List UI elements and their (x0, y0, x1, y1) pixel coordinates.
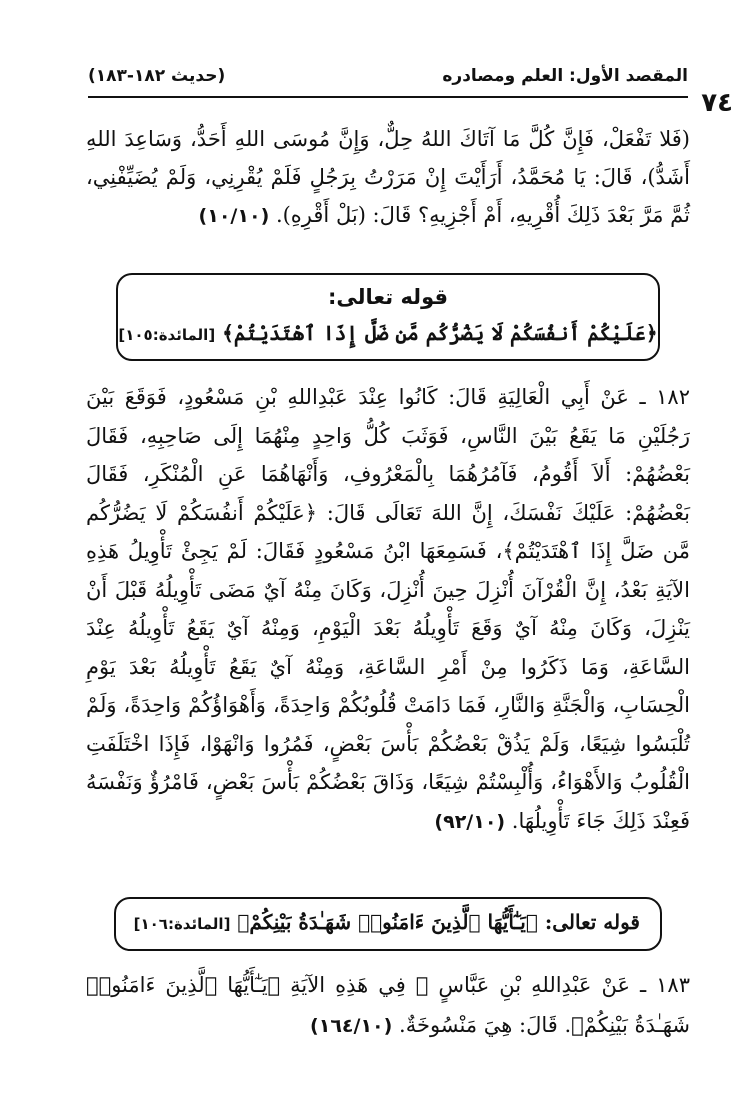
hadith-183 (86, 965, 690, 1046)
chapter-title: المقصد الأول: العلم ومصادره (442, 66, 688, 86)
verse-heading-verse (118, 321, 658, 345)
hadith-text: ١٨٣ ـ عَنْ عَبْدِاللهِ بْنِ عَبَّاسٍ ﷺ فِي هَذِهِ الآيَةِ ﴿يَـٰٓأَيُّهَا ٱلَّذِينَ ءَامَنُوا۟ شَهَـٰدَةُ بَيْنِكُمْ﴾. قَالَ: هِيَ مَنْسُوخَةٌ. (86, 973, 690, 1037)
verse-heading-box (116, 273, 660, 361)
verse-heading-title: قوله تعالى: (327, 285, 448, 309)
running-header (88, 66, 688, 94)
hadith-text: ١٨٢ ـ عَنْ أَبِي الْعَالِيَةِ قَالَ: كَانُوا عِنْدَ عَبْدِاللهِ بْنِ مَسْعُودٍ، فَوَقَعَ بَيْنَ رَجُلَيْنِ مَا يَقَعُ بَيْنَ النَّاسِ، فَوَثَبَ كُلُّ وَاحِدٍ مِنْهُمَا إِلَى صَاحِبِهِ، فَقَالَ بَعْضُهُمْ: أَلاَ أَقُومُ، فَآمُرُهُمَا بِالْمَعْرُوفِ، وَأَنْهَاهُمَا عَنِ الْمُنْكَرِ، فَقَالَ بَعْضُهُمْ: عَلَيْكَ نَفْسَكَ، إِنَّ اللهَ تَعَالَى قَالَ: ﴿عَلَيْكُمْ أَنفُسَكُمْ لَا يَضُرُّكُم مَّن ضَلَّ إِذَا ٱهْتَدَيْتُمْ﴾، فَسَمِعَهَا ابْنُ مَسْعُودٍ فَقَالَ: لَمْ يَجِئْ تَأْوِيلُ هَذِهِ الآيَةِ بَعْدُ، إِنَّ الْقُرْآنَ أُنْزِلَ حِينَ أُنْزِلَ، وَكَانَ مِنْهُ آيٌ مَضَى تَأْوِيلُهُ قَبْلَ أَنْ يَنْزِلَ، وَكَانَ مِنْهُ آيٌ وَقَعَ تَأْوِيلُهُ بَعْدَ الْيَوْمِ، وَمِنْهُ آيٌ يَقَعُ تَأْوِيلُهُ عِنْدَ السَّاعَةِ، وَمَا ذَكَرُوا مِنْ أَمْرِ السَّاعَةِ، وَمِنْهُ آيٌ يَقَعُ تَأْوِيلُهُ بَعْدَ يَوْمِ الْحِسَابِ، وَالْجَنَّةِ وَالنَّارِ، فَمَا دَامَتْ قُلُوبُكُمْ وَاحِدَةً، وَأَهْوَاؤُكُمْ وَاحِدَةً، وَلَمْ تُلْبَسُوا شِيَعًا، وَلَمْ يَذُقْ بَعْضُكُمْ بَأْسَ بَعْضٍ، فَمُرُوا وَانْهَوْا، فَإِذَا اخْتَلَفَتِ الْقُلُوبُ وَالأَهْوَاءُ، وَأُلْبِسْتُمْ شِيَعًا، وَذَاقَ بَعْضُكُمْ بَأْسَ بَعْضٍ، فَامْرُؤٌ وَنَفْسَهُ فَعِنْدَ ذَلِكَ جَاءَ تَأْوِيلُهَا. (86, 385, 690, 833)
surah-reference: [المائدة:١٠٥] (118, 326, 216, 344)
paragraph-text: (فَلا تَفْعَلْ، فَإِنَّ كُلَّ مَا آتَاكَ اللهُ حِلٌّ، وَإِنَّ مُوسَى اللهِ أَحَدُّ، وَسَاعِدَ اللهِ أَشَدُّ)، قَالَ: يَا مُحَمَّدُ، أَرَأَيْتَ إِنْ مَرَرْتُ بِرَجُلٍ فَلَمْ يُقْرِنِي، وَلَمْ يُضَيِّفْنِي، ثُمَّ مَرَّ بَعْدَ ذَلِكَ أُقْرِيهِ، أَمْ أَجْزِيهِ؟ قَالَ: (بَلْ أَقْرِهِ). (86, 127, 690, 227)
verse-heading-box (114, 897, 662, 951)
paragraph-continued (86, 120, 690, 235)
hadith-range: (حديث ١٨٢-١٨٣) (88, 66, 226, 86)
quran-verse: ﴿عَلَيْكُمْ أَنفُسَكُمْ لَا يَضُرُّكُم مَّن ضَلَّ إِذَا ٱهْتَدَيْتُمْ﴾ (222, 321, 658, 345)
surah-reference: [المائدة:١٠٦] (133, 915, 231, 933)
header-divider (88, 96, 688, 98)
volume-citation: (١٦٤/١٠) (310, 1015, 393, 1037)
quran-verse: ﴿يَـٰٓأَيُّهَا ٱلَّذِينَ ءَامَنُوا۟ شَهَـٰدَةُ بَيْنِكُمْ﴾ (237, 910, 538, 934)
page-number: ٧٤ (701, 88, 733, 118)
volume-citation: (١٠/١٠) (198, 205, 270, 227)
verse-heading-line (133, 910, 640, 934)
hadith-182 (86, 378, 690, 841)
volume-citation: (٩٢/١٠) (434, 810, 506, 833)
verse-heading-title: قوله تعالى: (544, 910, 640, 934)
